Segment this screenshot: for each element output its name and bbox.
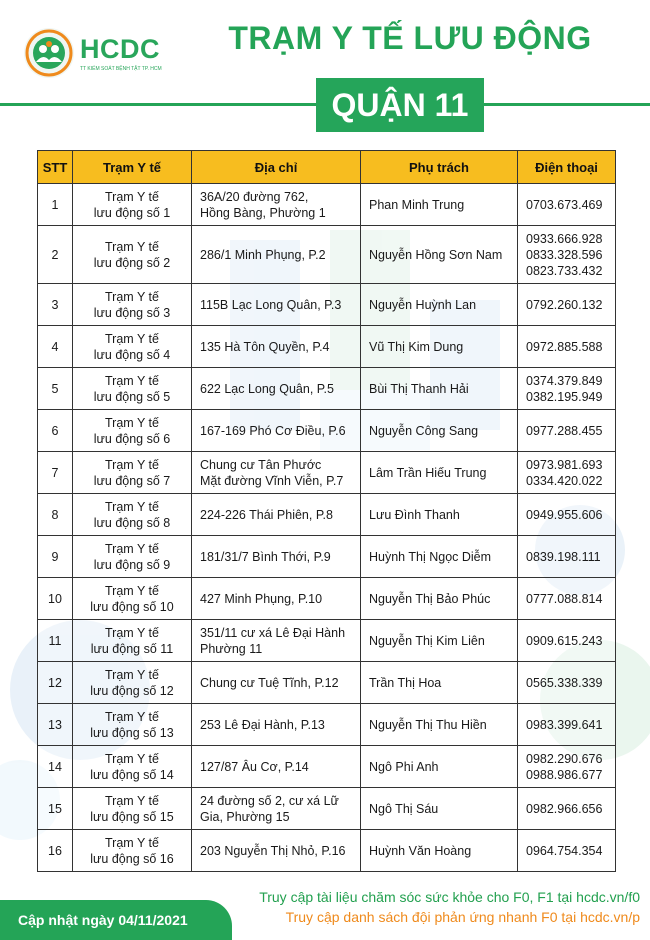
cell-in-charge: Huỳnh Thị Ngọc Diễm [361,536,518,578]
hcdc-logo [24,24,174,82]
table-row [38,410,616,452]
address-line: 135 Hà Tôn Quyền, P.4 [200,339,330,354]
cell-phone [518,184,616,226]
phone-number: 0949.955.606 [526,507,603,522]
cell-phone [518,620,616,662]
phone-number: 0973.981.693 [526,457,603,472]
station-number: lưu động số 4 [93,347,171,362]
cell-station [73,536,192,578]
station-label: Trạm Y tế [105,373,159,388]
phone-number: 0833.328.596 [526,247,603,262]
cell-stt: 6 [38,410,73,452]
column-header-in-charge: Phụ trách [361,151,518,184]
cell-station [73,452,192,494]
cell-stt: 9 [38,536,73,578]
cell-address [192,494,361,536]
address-line: 351/11 cư xá Lê Đại Hành [200,625,346,640]
cell-address [192,452,361,494]
cell-stt: 13 [38,704,73,746]
cell-address [192,662,361,704]
station-label: Trạm Y tế [105,189,159,204]
cell-in-charge: Trần Thị Hoa [361,662,518,704]
address-line: 203 Nguyễn Thị Nhỏ, P.16 [200,843,346,858]
cell-phone [518,536,616,578]
phone-number: 0334.420.022 [526,473,603,488]
station-number: lưu động số 9 [93,557,171,572]
table-row [38,184,616,226]
column-header-station: Trạm Y tế [73,151,192,184]
cell-in-charge: Nguyễn Thị Kim Liên [361,620,518,662]
cell-station [73,662,192,704]
cell-station [73,578,192,620]
cell-address [192,746,361,788]
column-header-phone: Điện thoại [518,151,616,184]
address-line: Mặt đường Vĩnh Viễn, P.7 [200,473,344,488]
cell-in-charge: Bùi Thị Thanh Hải [361,368,518,410]
station-label: Trạm Y tế [105,709,159,724]
station-label: Trạm Y tế [105,835,159,850]
station-number: lưu động số 7 [93,473,171,488]
address-line: 286/1 Minh Phụng, P.2 [200,247,326,262]
cell-station [73,830,192,872]
cell-stt: 12 [38,662,73,704]
table-row [38,326,616,368]
phone-number: 0964.754.354 [526,843,603,858]
table-row [38,830,616,872]
cell-in-charge: Nguyễn Thị Thu Hiền [361,704,518,746]
cell-address [192,284,361,326]
cell-stt: 14 [38,746,73,788]
table-row [38,746,616,788]
address-line: 181/31/7 Bình Thới, P.9 [200,549,331,564]
cell-stt: 16 [38,830,73,872]
station-number: lưu động số 5 [93,389,171,404]
hcdc-emblem-icon [24,28,74,78]
cell-phone [518,284,616,326]
phone-number: 0823.733.432 [526,263,603,278]
cell-stt: 1 [38,184,73,226]
station-number: lưu động số 12 [90,683,174,698]
station-number: lưu động số 13 [90,725,174,740]
cell-in-charge: Lâm Trần Hiếu Trung [361,452,518,494]
cell-address [192,184,361,226]
district-badge: QUẬN 11 [316,78,484,132]
phone-number: 0977.288.455 [526,423,603,438]
phone-number: 0374.379.849 [526,373,603,388]
cell-phone [518,662,616,704]
cell-in-charge: Huỳnh Văn Hoàng [361,830,518,872]
cell-station [73,788,192,830]
phone-number: 0909.615.243 [526,633,603,648]
f0-docs-link[interactable]: Truy cập tài liệu chăm sóc sức khỏe cho F0, F1 tại hcdc.vn/f0 [259,889,640,905]
table-body [38,184,616,872]
cell-address [192,830,361,872]
cell-phone [518,226,616,284]
address-line: Chung cư Tân Phước [200,457,322,472]
station-label: Trạm Y tế [105,415,159,430]
station-number: lưu động số 16 [90,851,174,866]
cell-address [192,788,361,830]
table-row [38,226,616,284]
table-row [38,704,616,746]
table-row [38,368,616,410]
station-number: lưu động số 3 [93,305,171,320]
logo-subtitle: TT KIỂM SOÁT BỆNH TẬT TP. HCM [80,65,162,72]
phone-number: 0972.885.588 [526,339,603,354]
cell-phone [518,788,616,830]
table-row [38,788,616,830]
table-row [38,452,616,494]
cell-address [192,620,361,662]
page-title: TRẠM Y TẾ LƯU ĐỘNG [228,20,592,56]
cell-address [192,578,361,620]
phone-number: 0983.399.641 [526,717,603,732]
phone-number: 0382.195.949 [526,389,603,404]
table-row [38,494,616,536]
address-line: 224-226 Thái Phiên, P.8 [200,507,333,522]
station-number: lưu động số 1 [93,205,171,220]
address-line: 167-169 Phó Cơ Điều, P.6 [200,423,346,438]
address-line: 24 đường số 2, cư xá Lữ [200,793,339,808]
cell-in-charge: Nguyễn Hồng Sơn Nam [361,226,518,284]
cell-stt: 15 [38,788,73,830]
station-label: Trạm Y tế [105,239,159,254]
cell-phone [518,704,616,746]
cell-station [73,284,192,326]
table-row [38,536,616,578]
table-header-row [38,151,616,184]
address-line: Chung cư Tuệ Tĩnh, P.12 [200,675,339,690]
cell-in-charge: Ngô Phi Anh [361,746,518,788]
station-number: lưu động số 15 [90,809,174,824]
address-line: 622 Lạc Long Quân, P.5 [200,381,334,396]
station-label: Trạm Y tế [105,751,159,766]
station-number: lưu động số 11 [90,641,174,656]
address-line: Phường 11 [200,641,263,656]
cell-station [73,410,192,452]
phone-number: 0982.290.676 [526,751,603,766]
cell-stt: 5 [38,368,73,410]
address-line: 127/87 Âu Cơ, P.14 [200,759,309,774]
station-label: Trạm Y tế [105,541,159,556]
station-number: lưu động số 14 [90,767,174,782]
cell-station [73,184,192,226]
phone-number: 0777.088.814 [526,591,603,606]
f0-team-link[interactable]: Truy cập danh sách đội phản ứng nhanh F0 tại hcdc.vn/p [285,909,640,925]
cell-address [192,536,361,578]
cell-stt: 8 [38,494,73,536]
logo-name: HCDC [80,33,160,64]
cell-station [73,620,192,662]
station-label: Trạm Y tế [105,331,159,346]
table-row [38,284,616,326]
column-header-stt: STT [38,151,73,184]
station-number: lưu động số 8 [93,515,171,530]
station-table [37,150,616,872]
station-label: Trạm Y tế [105,499,159,514]
table-row [38,662,616,704]
cell-station [73,368,192,410]
station-label: Trạm Y tế [105,793,159,808]
column-header-address: Địa chỉ [192,151,361,184]
cell-phone [518,326,616,368]
footer-links [259,887,640,927]
cell-in-charge: Nguyễn Huỳnh Lan [361,284,518,326]
table-row [38,620,616,662]
cell-in-charge: Lưu Đình Thanh [361,494,518,536]
cell-address [192,226,361,284]
address-line: 427 Minh Phụng, P.10 [200,591,323,606]
address-line: 115B Lạc Long Quân, P.3 [200,297,342,312]
cell-stt: 4 [38,326,73,368]
station-label: Trạm Y tế [105,667,159,682]
cell-in-charge: Ngô Thị Sáu [361,788,518,830]
station-label: Trạm Y tế [105,625,159,640]
cell-stt: 3 [38,284,73,326]
cell-stt: 2 [38,226,73,284]
cell-phone [518,368,616,410]
cell-address [192,704,361,746]
phone-number: 0565.338.339 [526,675,603,690]
cell-phone [518,746,616,788]
phone-number: 0703.673.469 [526,197,603,212]
address-line: Gia, Phường 15 [200,809,290,824]
cell-station [73,704,192,746]
cell-stt: 7 [38,452,73,494]
cell-station [73,746,192,788]
phone-number: 0982.966.656 [526,801,603,816]
cell-phone [518,410,616,452]
cell-in-charge: Nguyễn Thị Bảo Phúc [361,578,518,620]
cell-address [192,410,361,452]
station-label: Trạm Y tế [105,289,159,304]
address-line: 253 Lê Đại Hành, P.13 [200,717,325,732]
cell-phone [518,452,616,494]
address-line: 36A/20 đường 762, [200,189,309,204]
cell-in-charge: Phan Minh Trung [361,184,518,226]
phone-number: 0792.260.132 [526,297,603,312]
update-date-badge: Cập nhật ngày 04/11/2021 [0,900,232,940]
station-number: lưu động số 6 [93,431,171,446]
station-number: lưu động số 2 [93,255,171,270]
cell-station [73,494,192,536]
cell-station [73,326,192,368]
cell-address [192,326,361,368]
station-number: lưu động số 10 [90,599,174,614]
cell-phone [518,830,616,872]
cell-phone [518,578,616,620]
cell-stt: 11 [38,620,73,662]
table-row [38,578,616,620]
phone-number: 0988.986.677 [526,767,603,782]
phone-number: 0933.666.928 [526,231,603,246]
cell-in-charge: Vũ Thị Kim Dung [361,326,518,368]
phone-number: 0839.198.111 [526,549,601,564]
cell-phone [518,494,616,536]
cell-in-charge: Nguyễn Công Sang [361,410,518,452]
station-label: Trạm Y tế [105,583,159,598]
address-line: Hồng Bàng, Phường 1 [200,205,326,220]
cell-address [192,368,361,410]
cell-stt: 10 [38,578,73,620]
cell-station [73,226,192,284]
station-label: Trạm Y tế [105,457,159,472]
